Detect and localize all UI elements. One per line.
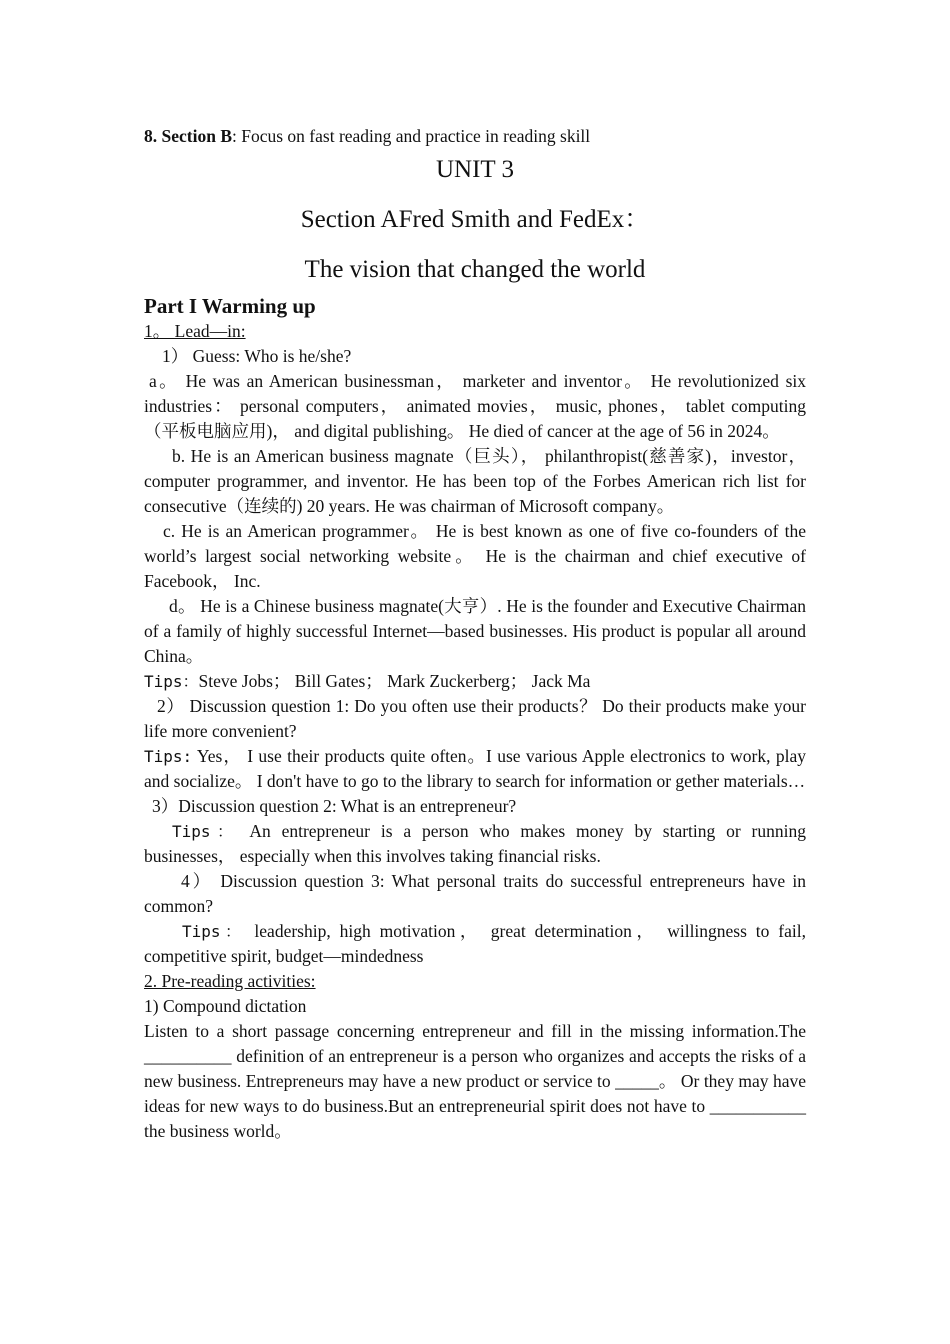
lead-in-heading: 1。 Lead—in: [144, 321, 246, 341]
tips-1-label: Tips： [144, 672, 199, 691]
pre-reading-heading: 2. Pre-reading activities: [144, 971, 316, 991]
question-2: 2） Discussion question 1: Do you often use their products？ Do their products make your life more convenient? [144, 696, 806, 741]
tips-4 [144, 919, 806, 969]
tips-4-label: Tips： [182, 922, 246, 941]
tips-2-label: Tips: [144, 747, 193, 766]
unit-title: UNIT 3 [435, 156, 514, 183]
paragraph-a: a。 He was an American businessman， marketer and inventor。 He revolutionized six industries： personal computers， animated movies， music, phones， tablet computing（平板电脑应用)， and digital publishing。 He died of cancer at the age of 56 in 2024。 [144, 371, 806, 441]
dictation-passage: Listen to a short passage concerning entrepreneur and fill in the missing information.The __________ definition of an entrepreneur is a person who organizes and accepts the risks of a new business. Entrepreneurs may have a new product or service to _____。 Or they may have ideas for new ways to do business.But an entrepreneurial spirit does not have to ___________ the business world。 [144, 1021, 806, 1141]
tips-3-text: An entrepreneur is a person who makes money by starting or running businesses， especially when this involves taking financial risks. [144, 821, 806, 866]
document-page [144, 124, 806, 1144]
question-3: 3）Discussion question 2: What is an entrepreneur? [152, 796, 517, 816]
paragraph-b: b. He is an American business magnate（巨头）， philanthropist(慈善家)，investor， computer programmer, and inventor. He has been top of the Forbes American rich list for consecutive（连续的) 20 years. He was chairman of Microsoft company。 [144, 446, 806, 516]
paragraph-c: c. He is an American programmer。 He is best known as one of five co-founders of the world’s largest social networking website。 He is the chairman and chief executive of Facebook， Inc. [144, 521, 806, 591]
section-b-description: : Focus on fast reading and practice in reading skill [232, 126, 591, 146]
part-1-heading: Part I Warming up [144, 294, 316, 318]
question-1: 1） Guess: Who is he/she? [162, 346, 352, 366]
section-b-line [144, 124, 806, 149]
tips-3-label: Tips： [172, 822, 240, 841]
tips-2 [144, 744, 806, 794]
tips-2-text: Yes， I use their products quite often。I use various Apple electronics to work, play and socialize。 I don't have to go to the library to search for information or gether materials… [144, 746, 806, 791]
tips-3 [144, 819, 806, 869]
question-4: 4） Discussion question 3: What personal traits do successful entrepreneurs have in common? [144, 871, 806, 916]
paragraph-d: d。 He is a Chinese business magnate(大亨）. He is the founder and Executive Chairman of a family of highly successful Internet—based businesses. His product is popular all around China。 [144, 596, 806, 666]
tips-1-text: Steve Jobs； Bill Gates； Mark Zuckerberg； Jack Ma [198, 671, 591, 691]
section-a-title: Section AFred Smith and FedEx： [300, 206, 650, 233]
section-b-number: 8. Section B [144, 126, 232, 146]
tips-4-text: leadership, high motivation， great determination， willingness to fail, competitive spirit, budget—mindedness [144, 921, 806, 966]
compound-dictation-heading: 1) Compound dictation [144, 996, 307, 1016]
tips-1 [144, 669, 806, 694]
section-a-subtitle: The vision that changed the world [304, 256, 646, 283]
